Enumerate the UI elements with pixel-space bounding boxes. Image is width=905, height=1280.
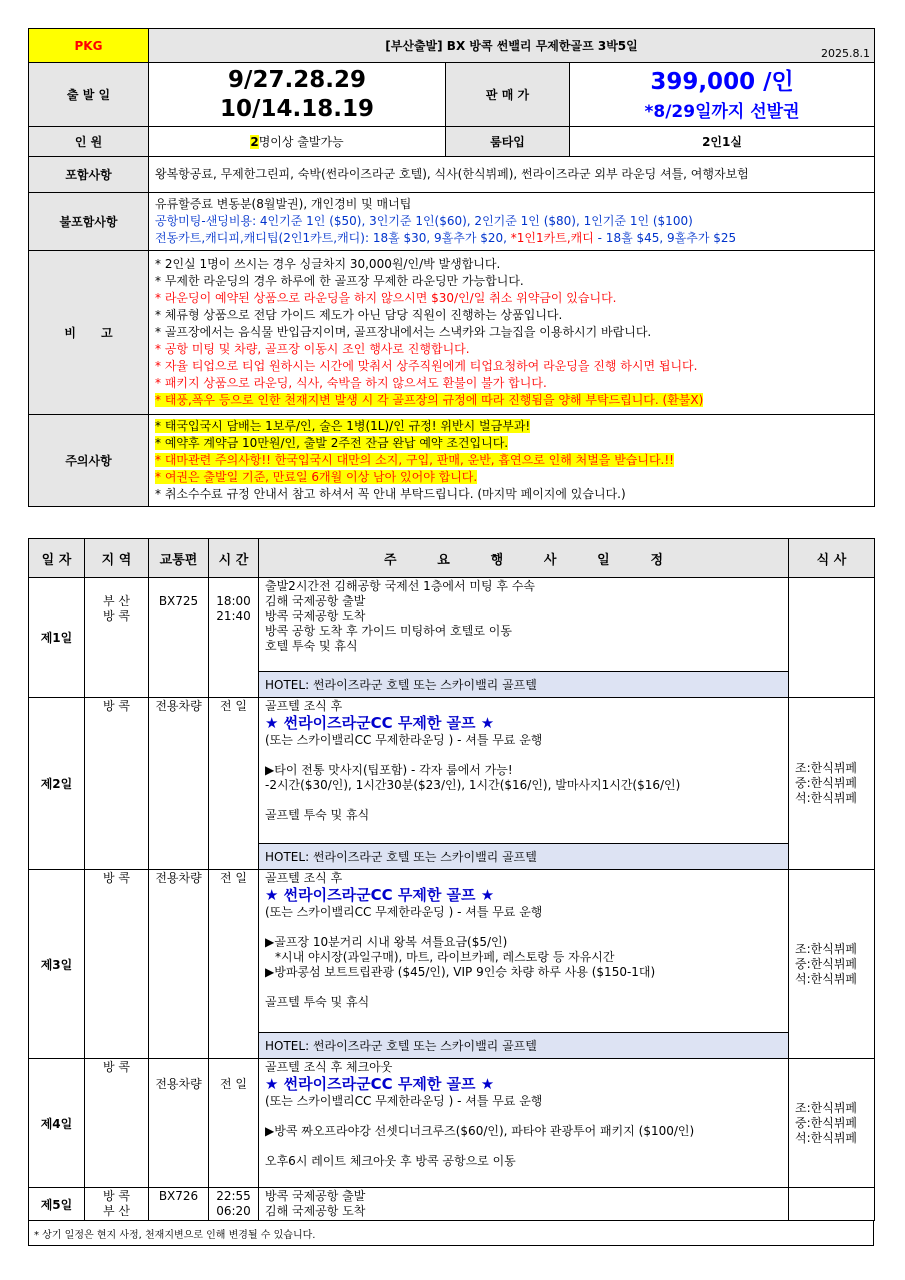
caution-item: * 대마관련 주의사항!! 한국입국시 대만의 소지, 구입, 판매, 운반, 흡연으로 인해 처벌을 받습니다.!! bbox=[155, 453, 674, 467]
remark-item: * 무제한 라운딩의 경우 하루에 한 골프장 무제한 라운딩만 가능합니다. bbox=[155, 274, 524, 288]
day-5-transport: BX726 bbox=[149, 1188, 209, 1221]
day-4-schedule: 골프텔 조식 후 체크아웃 ★ 썬라이즈라군CC 무제한 골프 ★ (또는 스카이밸리CC 무제한라운딩 ) - 셔틀 무료 운행 ▶방콕 짜오프라야강 선셋디너크루즈($60/인), 파타야 관광투어 패키지 ($100/인) 오후6시 레이트 체크아웃 후 방콕 공항으로 이동 bbox=[259, 1059, 789, 1188]
remark-item: * 공항 미팅 및 차량, 골프장 이동시 조인 행사로 진행합니다. bbox=[155, 342, 470, 356]
day-3-time: 전 일 bbox=[209, 870, 259, 1059]
day-4-row bbox=[29, 1059, 875, 1188]
day-3-region: 방 콕 bbox=[85, 870, 149, 1059]
document-date: 2025.8.1 bbox=[821, 47, 871, 60]
cautions-label: 주의사항 bbox=[29, 415, 149, 507]
header-meals: 식 사 bbox=[789, 539, 875, 578]
day-2-transport: 전용차량 bbox=[149, 698, 209, 870]
day-5-row bbox=[29, 1188, 875, 1221]
header-schedule: 주 요 행 사 일 정 bbox=[259, 539, 789, 578]
excluded-line-3: 전동카트,캐디피,캐디팁(2인1카트,캐디): 18홀 $30, 9홀추가 $20, *1인1카트,캐디 - 18홀 $45, 9홀추가 $25 bbox=[155, 231, 737, 245]
day-2-time: 전 일 bbox=[209, 698, 259, 870]
day-3-transport: 전용차량 bbox=[149, 870, 209, 1059]
departure-dates bbox=[149, 63, 446, 127]
room-value: 2인1실 bbox=[570, 127, 875, 157]
remarks-list bbox=[149, 251, 875, 415]
day-1-schedule: 출발2시간전 김해공항 국제선 1층에서 미팅 후 수속 김해 국제공항 출발 방콕 국제공항 도착 방콕 공항 도착 후 가이드 미팅하여 호텔로 이동 호텔 투숙 및 휴식 bbox=[259, 578, 789, 672]
price-value: 399,000 /인 bbox=[650, 68, 794, 95]
day-2-label: 제2일 bbox=[29, 698, 85, 870]
caution-item: * 태국입국시 담배는 1보루/인, 술은 1병(1L)/인 규정! 위반시 벌금부과! bbox=[155, 419, 531, 433]
included-label: 포함사항 bbox=[29, 157, 149, 193]
day-4-label: 제4일 bbox=[29, 1059, 85, 1188]
remark-item: * 패키지 상품으로 라운딩, 식사, 숙박을 하지 않으셔도 환불이 불가 합니다. bbox=[155, 376, 547, 390]
caution-item: * 예약후 계약금 10만원/인, 출발 2주전 잔금 완납 예약 조건입니다. bbox=[155, 436, 509, 450]
remarks-label: 비 고 bbox=[29, 251, 149, 415]
caution-item: * 여권은 출발일 기준, 만료일 6개월 이상 남아 있어야 합니다. bbox=[155, 470, 478, 484]
excluded-text bbox=[149, 193, 875, 251]
day-1-region: 부 산 방 콕 bbox=[85, 578, 149, 698]
departure-line-2: 10/14.18.19 bbox=[220, 95, 374, 122]
day-5-schedule: 방콕 국제공항 출발 김해 국제공항 도착 bbox=[259, 1188, 789, 1221]
day-3-meals: 조:한식뷔페 중:한식뷔페 석:한식뷔페 bbox=[789, 870, 875, 1059]
header-transport: 교통편 bbox=[149, 539, 209, 578]
day-2-meals: 조:한식뷔페 중:한식뷔페 석:한식뷔페 bbox=[789, 698, 875, 870]
day-1-times: 18:00 21:40 bbox=[209, 578, 259, 698]
remark-item: * 골프장에서는 음식물 반입금지이며, 골프장내에서는 스낵카와 그늘집을 이용하시기 바랍니다. bbox=[155, 325, 652, 339]
summary-table bbox=[28, 28, 875, 507]
price-cell bbox=[570, 63, 875, 127]
day-1-meals bbox=[789, 578, 875, 698]
day-1-row bbox=[29, 578, 875, 672]
remark-item: * 라운딩이 예약된 상품으로 라운딩을 하지 않으시면 $30/인/일 취소 위약금이 있습니다. bbox=[155, 291, 617, 305]
remark-item: * 2인실 1명이 쓰시는 경우 싱글차지 30,000원/인/박 발생합니다. bbox=[155, 257, 501, 271]
people-number: 2 bbox=[250, 135, 259, 149]
room-label: 룸타입 bbox=[446, 127, 570, 157]
included-text: 왕복항공료, 무제한그린피, 숙박(썬라이즈라군 호텔), 식사(한식뷔페), 썬라이즈라군 외부 라운딩 셔틀, 여행자보험 bbox=[149, 157, 875, 193]
golf-highlight: ★ 썬라이즈라군CC 무제한 골프 ★ bbox=[265, 714, 495, 732]
day-5-region: 방 콕 부 산 bbox=[85, 1188, 149, 1221]
day-4-meals: 조:한식뷔페 중:한식뷔페 석:한식뷔페 bbox=[789, 1059, 875, 1188]
title-text: [부산출발] BX 방콕 썬밸리 무제한골프 3박5일 bbox=[385, 39, 638, 53]
day-3-label: 제3일 bbox=[29, 870, 85, 1059]
cautions-list bbox=[149, 415, 875, 507]
price-label: 판 매 가 bbox=[446, 63, 570, 127]
day-3-schedule: 골프텔 조식 후 ★ 썬라이즈라군CC 무제한 골프 ★ (또는 스카이밸리CC 무제한라운딩 ) - 셔틀 무료 운행 ▶골프장 10분거리 시내 왕복 셔틀요금($5/인) *시내 야시장(과일구매), 마트, 라이브카페, 레스토랑 등 자유시간 ▶방파콩섬 보트트립관광 ($45/인), VIP 9인승 차량 하루 사용 ($150-1대) 골프텔 투숙 및 휴식 bbox=[259, 870, 789, 1033]
golf-highlight: ★ 썬라이즈라군CC 무제한 골프 ★ bbox=[265, 1075, 495, 1093]
page-title bbox=[149, 29, 875, 63]
price-note: *8/29일까지 선발권 bbox=[644, 101, 800, 122]
departure-line-1: 9/27.28.29 bbox=[228, 66, 366, 93]
itinerary-table bbox=[28, 538, 875, 1221]
day-3-row bbox=[29, 870, 875, 1033]
departure-label: 출 발 일 bbox=[29, 63, 149, 127]
day-1-label: 제1일 bbox=[29, 578, 85, 698]
day-2-schedule: 골프텔 조식 후 ★ 썬라이즈라군CC 무제한 골프 ★ (또는 스카이밸리CC 무제한라운딩 ) - 셔틀 무료 운행 ▶타이 전통 맛사지(팁포함) - 각자 룸에서 가능! -2시간($30/인), 1시간30분($23/인), 1시간($16/인), 발마사지1시간($16/인) 골프텔 투숙 및 휴식 bbox=[259, 698, 789, 844]
day-4-time: 전 일 bbox=[209, 1059, 259, 1188]
people-label: 인 원 bbox=[29, 127, 149, 157]
people-text: 명이상 출발가능 bbox=[258, 135, 344, 149]
day-1-hotel: HOTEL: 썬라이즈라군 호텔 또는 스카이밸리 골프텔 bbox=[259, 672, 789, 698]
header-time: 시 간 bbox=[209, 539, 259, 578]
remark-item: * 체류형 상품으로 전담 가이드 제도가 아닌 담당 직원이 진행하는 상품입니다. bbox=[155, 308, 563, 322]
itinerary-header-row bbox=[29, 539, 875, 578]
day-5-label: 제5일 bbox=[29, 1188, 85, 1221]
day-1-transport: BX725 bbox=[149, 578, 209, 698]
excluded-line-1: 유류할증료 변동분(8월발권), 개인경비 및 매너팁 bbox=[155, 197, 412, 211]
remark-item: * 태풍,폭우 등으로 인한 천재지변 발생 시 각 골프장의 규정에 따라 진행됨을 양해 부탁드립니다. (환불X) bbox=[155, 393, 704, 407]
people-cell bbox=[149, 127, 446, 157]
day-2-hotel: HOTEL: 썬라이즈라군 호텔 또는 스카이밸리 골프텔 bbox=[259, 844, 789, 870]
day-5-meals bbox=[789, 1188, 875, 1221]
header-region: 지 역 bbox=[85, 539, 149, 578]
day-2-row bbox=[29, 698, 875, 844]
remark-item: * 자율 티업으로 티업 원하시는 시간에 맞춰서 상주직원에게 티업요청하여 라운딩을 진행 하시면 됩니다. bbox=[155, 359, 698, 373]
excluded-line-2: 공항미팅-샌딩비용: 4인기준 1인 ($50), 3인기준 1인($60), 2인기준 1인 ($80), 1인기준 1인 ($100) bbox=[155, 214, 693, 228]
excluded-label: 불포함사항 bbox=[29, 193, 149, 251]
day-4-region: 방 콕 bbox=[85, 1059, 149, 1188]
caution-item: * 취소수수료 규정 안내서 참고 하셔서 꼭 안내 부탁드립니다. (마지막 페이지에 있습니다.) bbox=[155, 487, 626, 501]
footnote: * 상기 일정은 현지 사정, 천재지변으로 인해 변경될 수 있습니다. bbox=[34, 1230, 316, 1241]
header-day: 일 자 bbox=[29, 539, 85, 578]
day-2-region: 방 콕 bbox=[85, 698, 149, 870]
day-4-transport: 전용차량 bbox=[149, 1059, 209, 1188]
day-5-times: 22:55 06:20 bbox=[209, 1188, 259, 1221]
day-3-hotel: HOTEL: 썬라이즈라군 호텔 또는 스카이밸리 골프텔 bbox=[259, 1033, 789, 1059]
golf-highlight: ★ 썬라이즈라군CC 무제한 골프 ★ bbox=[265, 886, 495, 904]
pkg-label: PKG bbox=[29, 29, 149, 63]
